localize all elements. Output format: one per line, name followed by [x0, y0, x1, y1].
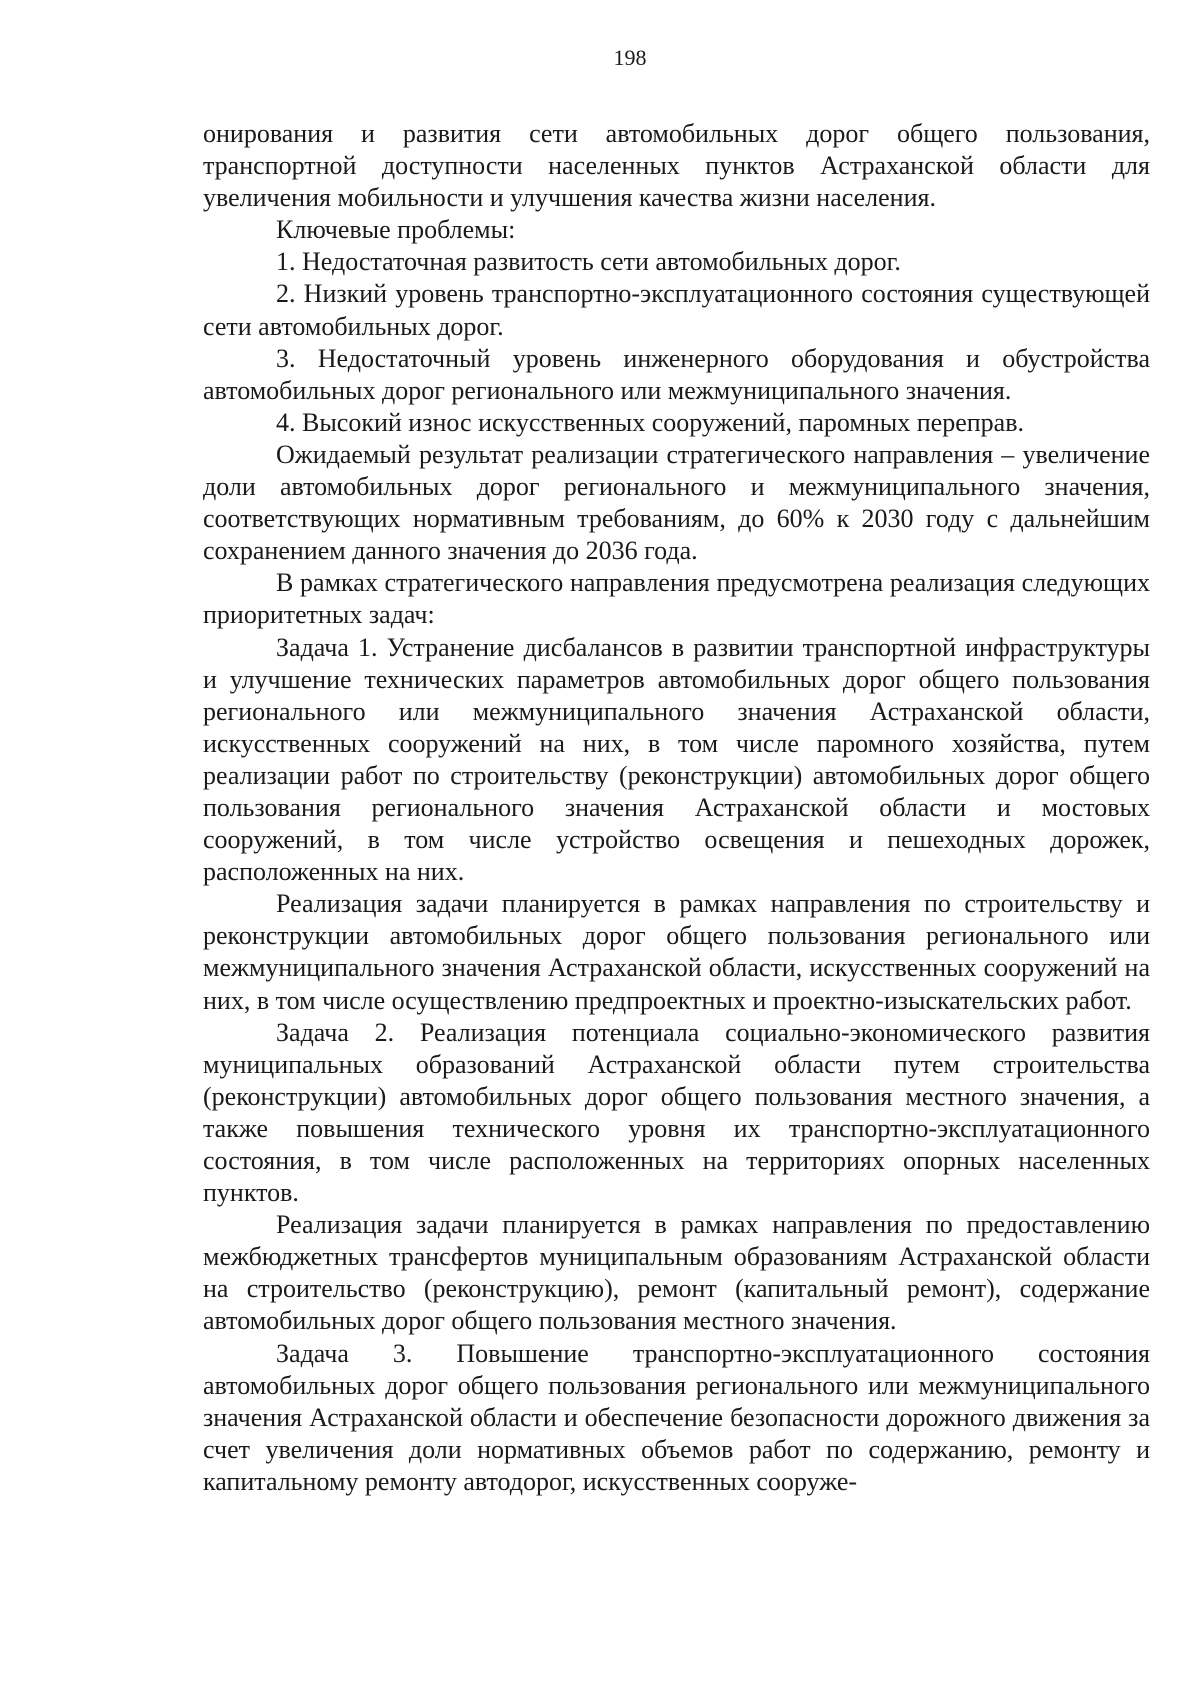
body-text	[203, 118, 1150, 1498]
paragraph-task-1: Задача 1. Устранение дисбалансов в развитии транспортной инфраструктуры и улучшение технических параметров автомобильных дорог общего пользования регионального или межмуниципального значения Астраханской области, искусственных сооружений на них, в том числе паромного хозяйства, путем реализации работ по строительству (реконструкции) автомобильных дорог общего пользования регионального значения Астраханской области и мостовых сооружений, в том числе устройство освещения и пешеходных дорожек, расположенных на них.	[203, 632, 1150, 887]
paragraph-key-problems-heading: Ключевые проблемы:	[276, 215, 516, 245]
paragraph-expected-result: Ожидаемый результат реализации стратегического направления – увеличение доли автомобильных дорог регионального и межмуниципального значения, соответствующих нормативным требованиям, до 60% к 2030 году с дальнейшим сохранением данного значения до 2036 года.	[203, 439, 1150, 566]
paragraph-problem-2: 2. Низкий уровень транспортно-эксплуатационного состояния существующей сети автомобильных дорог.	[203, 279, 1150, 341]
paragraph-problem-4: 4. Высокий износ искусственных сооружений, паромных переправ.	[276, 407, 1024, 437]
page-number: 198	[613, 45, 647, 70]
paragraph-continuation: онирования и развития сети автомобильных дорог общего пользования, транспортной доступности населенных пунктов Астраханской области для увеличения мобильности и улучшения качества жизни населения.	[203, 119, 1150, 213]
paragraph-task-2: Задача 2. Реализация потенциала социально-экономического развития муниципальных образований Астраханской области путем строительства (реконструкции) автомобильных дорог общего пользования местного значения, а также повышения технического уровня их транспортно-эксплуатационного состояния, в том числе расположенных на территориях опорных населенных пунктов.	[203, 1017, 1150, 1208]
paragraph-task-1-implementation: Реализация задачи планируется в рамках направления по строительству и реконструкции автомобильных дорог общего пользования регионального или межмуниципального значения Астраханской области, искусственных сооружений на них, в том числе осуществлению предпроектных и проектно-изыскательских работ.	[203, 889, 1150, 1015]
paragraph-task-3: Задача 3. Повышение транспортно-эксплуатационного состояния автомобильных дорог общего пользования регионального или межмуниципального значения Астраханской области и обеспечение безопасности дорожного движения за счет увеличения доли нормативных объемов работ по содержанию, ремонту и капитальному ремонту автодорог, искусственных сооруже-	[203, 1338, 1150, 1496]
paragraph-task-2-implementation: Реализация задачи планируется в рамках направления по предоставлению межбюджетных трансфертов муниципальным образованиям Астраханской области на строительство (реконструкцию), ремонт (капитальный ремонт), содержание автомобильных дорог общего пользования местного значения.	[203, 1210, 1150, 1336]
paragraph-problem-3: 3. Недостаточный уровень инженерного оборудования и обустройства автомобильных дорог регионального или межмуниципального значения.	[203, 343, 1150, 405]
paragraph-problem-1: 1. Недостаточная развитость сети автомобильных дорог.	[276, 247, 901, 277]
paragraph-priority-tasks-intro: В рамках стратегического направления предусмотрена реализация следующих приоритетных задач:	[203, 568, 1150, 630]
